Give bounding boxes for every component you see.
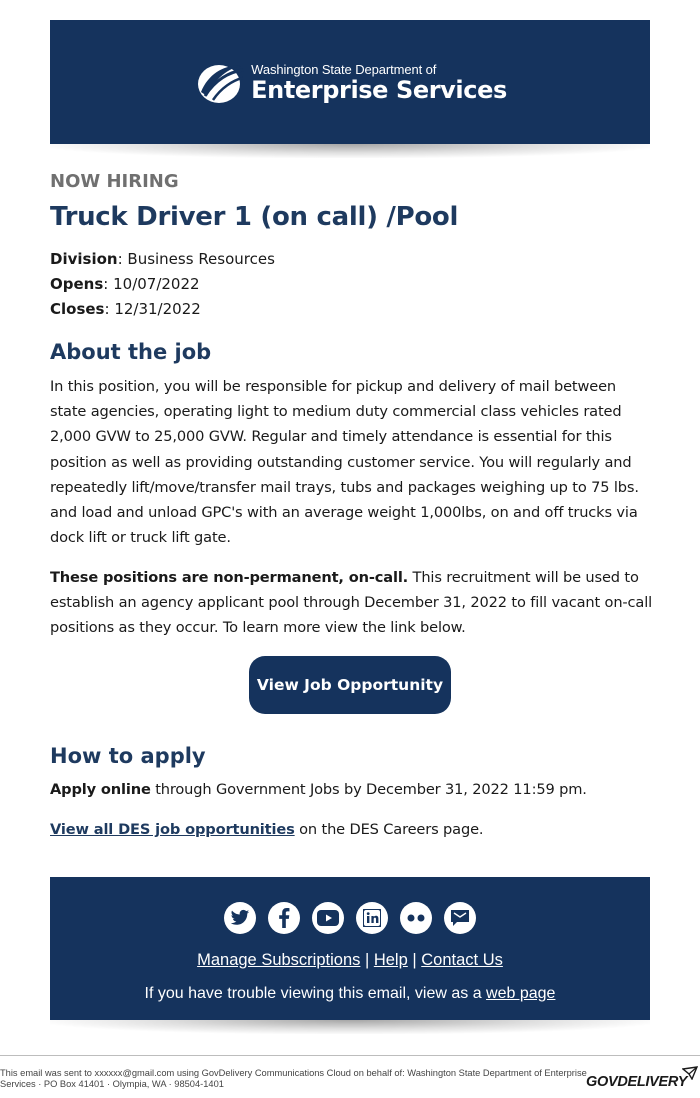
contact-us-link[interactable]: Contact Us [421, 951, 503, 969]
org-line1: Washington State Department of [251, 61, 437, 77]
closes-row [50, 300, 201, 318]
org-line2: Enterprise Services [251, 75, 507, 104]
footer [50, 877, 650, 1020]
govdelivery-logo[interactable]: GOVDELIVERY [586, 1074, 688, 1090]
footer-shadow [50, 1020, 650, 1034]
now-hiring-label: NOW HIRING [50, 171, 179, 192]
manage-subscriptions-link[interactable]: Manage Subscriptions [197, 951, 361, 969]
view-all-rest: on the DES Careers page. [294, 821, 484, 838]
division-row [50, 250, 275, 268]
facebook-icon[interactable] [268, 902, 300, 934]
opens-value: : 10/07/2022 [103, 275, 200, 293]
banner-shadow [50, 144, 650, 158]
opens-label: Opens [50, 275, 104, 293]
apply-text [50, 777, 654, 802]
flickr-icon[interactable] [400, 902, 432, 934]
footer-links [50, 951, 650, 970]
opens-row [50, 275, 200, 293]
apply-rest: through Government Jobs by December 31, 2022 11:59 pm. [150, 781, 587, 798]
footer-separator: | [407, 951, 422, 969]
view-all-jobs-link[interactable]: View all DES job opportunities [50, 821, 295, 838]
job-title: Truck Driver 1 (on call) /Pool [50, 202, 459, 232]
email-disclaimer: This email was sent to xxxxxx@gmail.com using GovDelivery Communications Cloud on behalf of: Washington State Department of Enterprise Services · PO Box 41401 · Olympia, WA · 98504-1401 [0, 1068, 587, 1089]
positions-note [50, 565, 654, 641]
bottom-divider [0, 1055, 700, 1056]
about-body: In this position, you will be responsible for pickup and delivery of mail between state agencies, operating light to medium duty commercial class vehicles rated 2,000 GVW to 25,000 GVW. Regular and timely attendance is essential for this position as well as providing outstanding customer service. You will regularly and repeatedly lift/move/transfer mail trays, tubs and packages weighing up to 75 lbs. and load and unload GPC's with an average weight 1,000lbs, on and off trucks via dock lift or truck lift gate. [50, 378, 639, 547]
trouble-text: If you have trouble viewing this email, view as a [144, 985, 487, 1002]
view-all-text [50, 817, 654, 842]
des-logo[interactable] [193, 58, 507, 106]
header-banner [50, 20, 650, 144]
linkedin-icon[interactable] [356, 902, 388, 934]
help-link[interactable]: Help [373, 951, 408, 969]
apply-online-bold: Apply online [50, 781, 151, 798]
division-label: Division [50, 250, 118, 268]
des-swoosh-icon [193, 58, 245, 106]
social-icons [50, 902, 650, 934]
footer-separator: | [360, 951, 374, 969]
twitter-icon[interactable] [224, 902, 256, 934]
positions-note-rest: This recruitment will be used to establish an agency applicant pool through December 31, 2022 to fill vacant on-call positions as they occur. To learn more view the link below. [50, 569, 653, 637]
trouble-viewing-text [50, 985, 650, 1003]
govdelivery-envelope-icon [682, 1066, 698, 1080]
closes-value: : 12/31/2022 [104, 300, 201, 318]
closes-label: Closes [50, 300, 105, 318]
division-value: : Business Resources [117, 250, 275, 268]
about-heading: About the job [50, 340, 212, 364]
how-to-apply-heading: How to apply [50, 744, 206, 768]
view-job-opportunity-button[interactable]: View Job Opportunity [249, 656, 451, 714]
web-page-link[interactable]: web page [486, 985, 556, 1002]
blog-icon[interactable] [444, 902, 476, 934]
youtube-icon[interactable] [312, 902, 344, 934]
positions-note-bold: These positions are non-permanent, on-call. [50, 569, 409, 586]
